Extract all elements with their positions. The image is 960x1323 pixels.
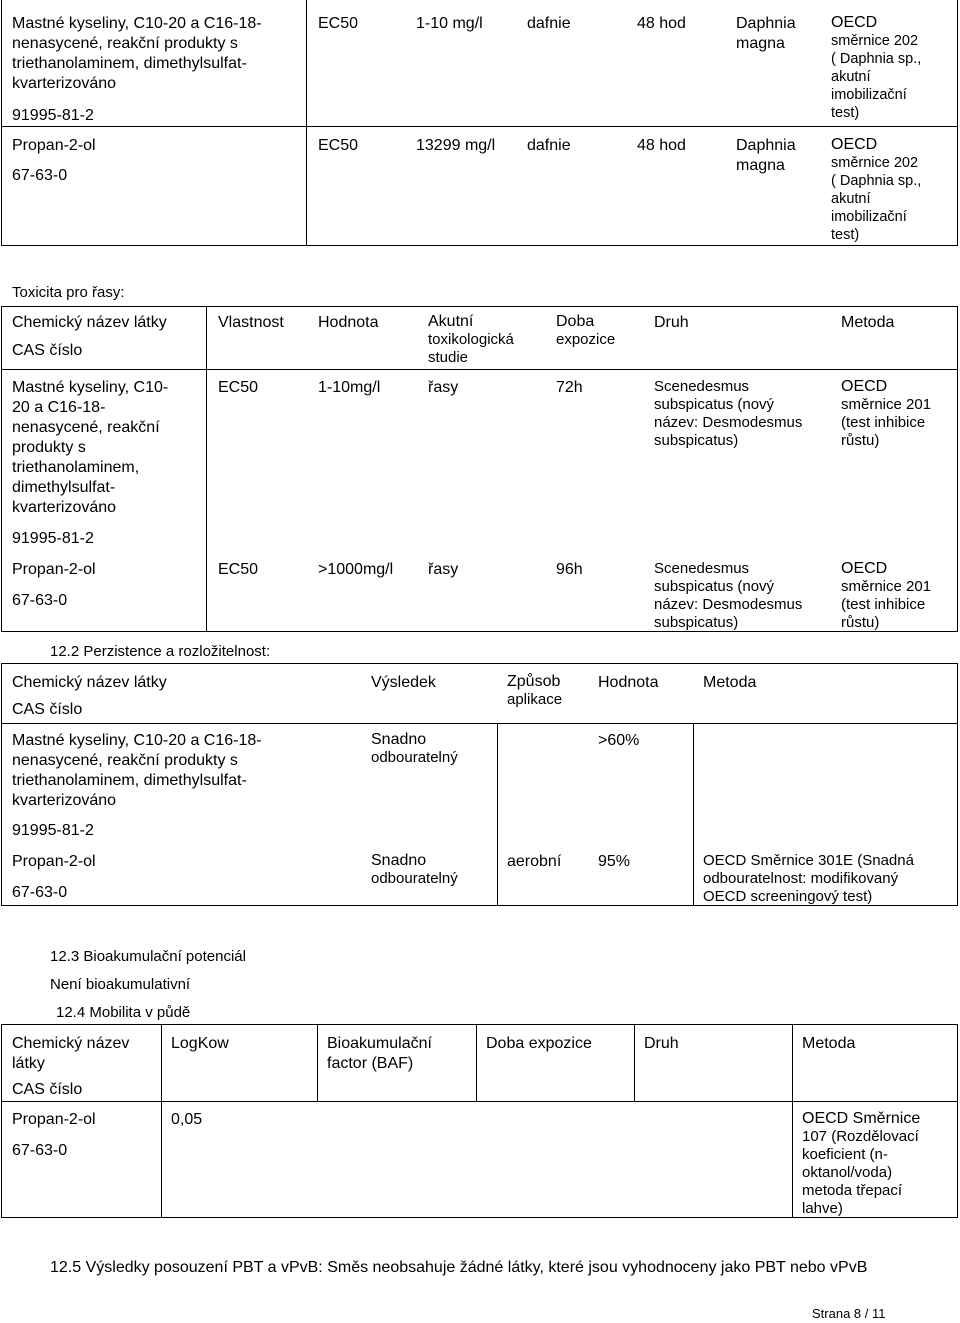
persistence-row1-cas: 91995-81-2 (12, 822, 94, 839)
mobility-row-name: Propan-2-ol (12, 1111, 96, 1128)
mobility-col-divider-4 (634, 1024, 635, 1101)
mobility-header-duration: Doba expozice (486, 1035, 592, 1052)
persistence-row2-name: Propan-2-ol (12, 853, 96, 870)
algae-row1-method: OECD směrnice 201 (test inhibice růstu) (841, 378, 932, 449)
persistence-row2-mode: aerobní (507, 853, 562, 870)
section-12-3-heading: 12.3 Bioakumulační potenciál (50, 948, 246, 965)
daphnia-row1-value: 1-10 mg/l (416, 15, 483, 32)
algae-row2-name: Propan-2-ol (12, 561, 96, 578)
mobility-row-logkow: 0,05 (171, 1111, 203, 1128)
persistence-col-divider-2 (693, 723, 694, 906)
algae-row1-study: řasy (428, 379, 459, 396)
algae-row1-property: EC50 (218, 379, 259, 396)
daphnia-row1-study: dafnie (527, 15, 571, 32)
algae-header-method: Metoda (841, 314, 895, 331)
daphnia-row1-method: OECD směrnice 202 ( Daphnia sp., akutní imobilizační test) (831, 14, 922, 121)
mobility-col-divider-2 (317, 1024, 318, 1101)
algae-toxicity-heading: Toxicita pro řasy: (12, 284, 125, 301)
bioaccumulation-statement: Není bioakumulativní (50, 976, 191, 993)
persistence-row2-value: 95% (598, 853, 631, 870)
persistence-row2-method: OECD Směrnice 301E (Snadná odbouratelnost: modifikovaný OECD screeningový test) (703, 852, 914, 905)
algae-row2-method: OECD směrnice 201 (test inhibice růstu) (841, 560, 932, 631)
persistence-row1-result: Snadno odbouratelný (371, 731, 458, 766)
daphnia-row2-duration: 48 hod (637, 137, 686, 154)
mobility-row-method: OECD Směrnice 107 (Rozdělovací koeficient (n- oktanol/voda) metoda třepací lahve) (802, 1110, 921, 1217)
persistence-row2-cas: 67-63-0 (12, 884, 68, 901)
persistence-header-method: Metoda (703, 674, 757, 691)
persistence-header-divider (1, 723, 958, 724)
mobility-header-method: Metoda (802, 1035, 856, 1052)
mobility-header-divider (1, 1101, 958, 1102)
algae-header-divider (1, 369, 958, 370)
mobility-header-species: Druh (644, 1035, 679, 1052)
algae-row1-value: 1-10mg/l (318, 379, 381, 396)
daphnia-row2-method: OECD směrnice 202 ( Daphnia sp., akutní imobilizační test) (831, 136, 922, 243)
persistence-col-divider-1 (497, 723, 498, 906)
daphnia-row2-species: Daphnia magna (736, 137, 796, 174)
daphnia-row1-property: EC50 (318, 15, 359, 32)
mobility-header-name: Chemický název látky (12, 1035, 130, 1072)
persistence-header-result: Výsledek (371, 674, 436, 691)
daphnia-row1-duration: 48 hod (637, 15, 686, 32)
algae-row2-cas: 67-63-0 (12, 592, 68, 609)
algae-header-duration: Doba expozice (556, 313, 616, 348)
algae-row1-species: Scenedesmus subspicatus (nový název: Desmodesmus subspicatus) (654, 378, 803, 449)
daphnia-row1-cas: 91995-81-2 (12, 107, 94, 124)
daphnia-row1-species: Daphnia magna (736, 15, 796, 52)
algae-row1-name: Mastné kyseliny, C10- 20 a C16-18- nenasycené, reakční produkty s triethanolaminem, dimethylsulfat- kvarterizováno (12, 379, 169, 516)
algae-row1-cas: 91995-81-2 (12, 530, 94, 547)
mobility-col-divider-3 (476, 1024, 477, 1101)
algae-header-property: Vlastnost (218, 314, 284, 331)
algae-header-value: Hodnota (318, 314, 379, 331)
page-number: Strana 8 / 11 (812, 1306, 886, 1321)
daphnia-row1-name: Mastné kyseliny, C10-20 a C16-18- nenasycené, reakční produkty s triethanolaminem, dimethylsulfat- kvarterizováno (12, 15, 262, 92)
algae-header-name: Chemický název látky (12, 314, 167, 331)
persistence-header-mode: Způsob aplikace (507, 673, 563, 708)
persistence-row1-value: >60% (598, 732, 640, 749)
mobility-col-divider-5 (792, 1024, 793, 1218)
algae-row2-species: Scenedesmus subspicatus (nový název: Desmodesmus subspicatus) (654, 560, 803, 631)
persistence-header-cas: CAS číslo (12, 701, 83, 718)
mobility-header-cas: CAS číslo (12, 1081, 83, 1098)
section-12-5-text: 12.5 Výsledky posouzení PBT a vPvB: Směs neobsahuje žádné látky, které jsou vyhodnoceny jako PBT nebo vPvB (50, 1259, 868, 1276)
mobility-col-divider-1 (161, 1024, 162, 1218)
algae-header-cas: CAS číslo (12, 342, 83, 359)
persistence-row1-name: Mastné kyseliny, C10-20 a C16-18- nenasycené, reakční produkty s triethanolaminem, dimethylsulfat- kvarterizováno (12, 732, 262, 809)
persistence-header-value: Hodnota (598, 674, 659, 691)
section-12-4-heading: 12.4 Mobilita v půdě (56, 1004, 191, 1021)
algae-row2-property: EC50 (218, 561, 259, 578)
daphnia-row-divider (1, 126, 958, 127)
section-12-2-heading: 12.2 Perzistence a rozložitelnost: (50, 643, 271, 660)
daphnia-row2-study: dafnie (527, 137, 571, 154)
daphnia-row2-value: 13299 mg/l (416, 137, 496, 154)
daphnia-col-divider (306, 0, 307, 246)
algae-row2-duration: 96h (556, 561, 583, 578)
daphnia-row2-cas: 67-63-0 (12, 167, 68, 184)
persistence-header-name: Chemický název látky (12, 674, 167, 691)
mobility-row-cas: 67-63-0 (12, 1142, 68, 1159)
algae-row2-value: >1000mg/l (318, 561, 394, 578)
daphnia-row2-property: EC50 (318, 137, 359, 154)
mobility-header-baf: Bioakumulační factor (BAF) (327, 1035, 432, 1072)
algae-row2-study: řasy (428, 561, 459, 578)
algae-col-divider (206, 306, 207, 632)
persistence-row2-result: Snadno odbouratelný (371, 852, 458, 887)
mobility-header-logkow: LogKow (171, 1035, 229, 1052)
algae-header-species: Druh (654, 314, 689, 331)
algae-header-study: Akutní toxikologická studie (428, 313, 514, 366)
algae-row1-duration: 72h (556, 379, 583, 396)
daphnia-row2-name: Propan-2-ol (12, 137, 96, 154)
